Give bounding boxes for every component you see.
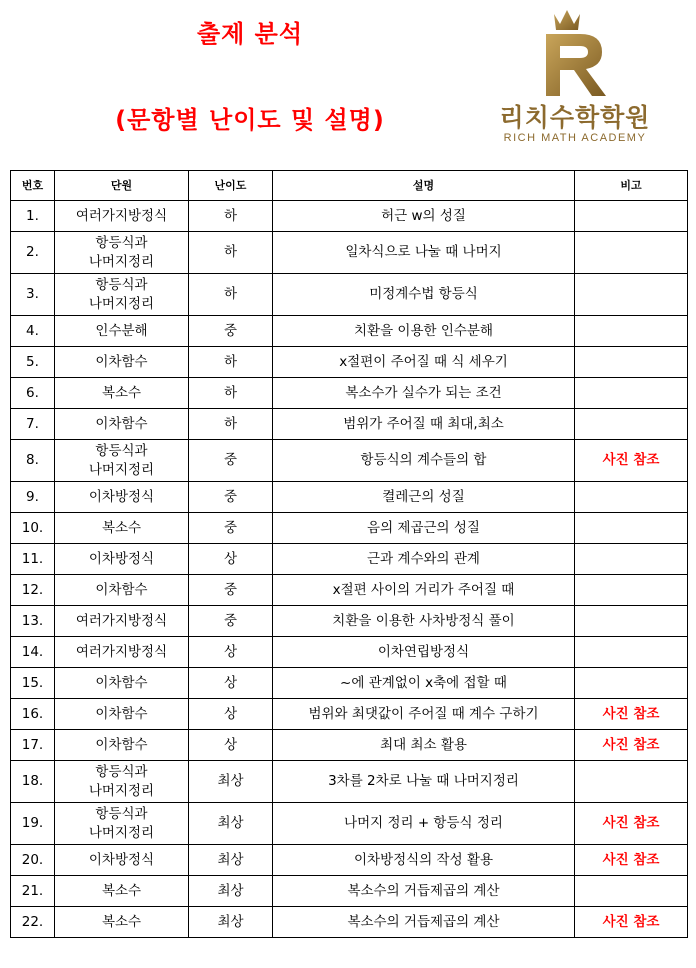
row-number: 8. — [11, 440, 55, 482]
row-unit: 이차함수 — [55, 347, 189, 378]
row-difficulty: 중 — [189, 440, 273, 482]
row-number: 7. — [11, 409, 55, 440]
row-difficulty: 중 — [189, 513, 273, 544]
table-row — [11, 201, 688, 232]
academy-logo — [490, 8, 660, 148]
col-header-difficulty: 난이도 — [189, 171, 273, 201]
table-row — [11, 575, 688, 606]
row-description: 복소수의 거듭제곱의 계산 — [273, 876, 575, 907]
row-description: 범위가 주어질 때 최대,최소 — [273, 409, 575, 440]
row-difficulty: 최상 — [189, 907, 273, 938]
table-row — [11, 668, 688, 699]
table-body — [11, 201, 688, 938]
row-note — [575, 637, 688, 668]
table-row — [11, 440, 688, 482]
row-note — [575, 513, 688, 544]
row-note — [575, 544, 688, 575]
row-note: 사진 참조 — [575, 803, 688, 845]
row-difficulty: 중 — [189, 575, 273, 606]
row-difficulty: 상 — [189, 637, 273, 668]
row-note — [575, 201, 688, 232]
row-description: ~에 관계없이 x축에 접할 때 — [273, 668, 575, 699]
col-header-unit: 단원 — [55, 171, 189, 201]
row-note — [575, 761, 688, 803]
table-row — [11, 544, 688, 575]
crown-r-logo-icon — [540, 8, 610, 100]
row-unit: 항등식과 나머지정리 — [55, 803, 189, 845]
row-note — [575, 668, 688, 699]
row-difficulty: 하 — [189, 201, 273, 232]
table-row — [11, 730, 688, 761]
row-difficulty: 중 — [189, 482, 273, 513]
row-number: 18. — [11, 761, 55, 803]
table-row — [11, 876, 688, 907]
row-description: 이차연립방정식 — [273, 637, 575, 668]
table-row — [11, 699, 688, 730]
row-number: 3. — [11, 274, 55, 316]
row-description: 항등식의 계수들의 합 — [273, 440, 575, 482]
table-header-row — [11, 171, 688, 201]
row-unit: 이차방정식 — [55, 845, 189, 876]
row-number: 20. — [11, 845, 55, 876]
row-difficulty: 상 — [189, 668, 273, 699]
row-number: 21. — [11, 876, 55, 907]
table-row — [11, 274, 688, 316]
row-description: 치환을 이용한 사차방정식 풀이 — [273, 606, 575, 637]
row-difficulty: 하 — [189, 274, 273, 316]
col-header-description: 설명 — [273, 171, 575, 201]
col-header-note: 비고 — [575, 171, 688, 201]
row-note — [575, 274, 688, 316]
row-number: 13. — [11, 606, 55, 637]
row-note — [575, 575, 688, 606]
row-number: 16. — [11, 699, 55, 730]
row-unit: 이차함수 — [55, 409, 189, 440]
table-row — [11, 232, 688, 274]
row-difficulty: 하 — [189, 232, 273, 274]
table-row — [11, 347, 688, 378]
row-unit: 이차방정식 — [55, 482, 189, 513]
row-description: 나머지 정리 + 항등식 정리 — [273, 803, 575, 845]
row-description: x절편 사이의 거리가 주어질 때 — [273, 575, 575, 606]
row-number: 6. — [11, 378, 55, 409]
row-number: 1. — [11, 201, 55, 232]
academy-english-name: RICH MATH ACADEMY — [503, 132, 647, 144]
row-unit: 여러가지방정식 — [55, 606, 189, 637]
row-difficulty: 최상 — [189, 876, 273, 907]
row-difficulty: 하 — [189, 409, 273, 440]
row-description: 최대 최소 활용 — [273, 730, 575, 761]
row-unit: 복소수 — [55, 876, 189, 907]
table-row — [11, 637, 688, 668]
row-unit: 이차함수 — [55, 730, 189, 761]
row-description: 음의 제곱근의 성질 — [273, 513, 575, 544]
row-number: 11. — [11, 544, 55, 575]
row-note: 사진 참조 — [575, 699, 688, 730]
table-row — [11, 378, 688, 409]
table-row — [11, 513, 688, 544]
row-note — [575, 409, 688, 440]
row-unit: 항등식과 나머지정리 — [55, 274, 189, 316]
row-note: 사진 참조 — [575, 730, 688, 761]
table-row — [11, 316, 688, 347]
row-description: 복소수의 거듭제곱의 계산 — [273, 907, 575, 938]
row-unit: 여러가지방정식 — [55, 201, 189, 232]
row-number: 19. — [11, 803, 55, 845]
row-description: 일차식으로 나눌 때 나머지 — [273, 232, 575, 274]
row-note — [575, 876, 688, 907]
row-description: 치환을 이용한 인수분해 — [273, 316, 575, 347]
table-row — [11, 803, 688, 845]
row-note — [575, 378, 688, 409]
question-analysis-table — [10, 170, 688, 938]
row-unit: 이차함수 — [55, 699, 189, 730]
row-note — [575, 347, 688, 378]
row-unit: 항등식과 나머지정리 — [55, 232, 189, 274]
row-note: 사진 참조 — [575, 907, 688, 938]
row-unit: 복소수 — [55, 513, 189, 544]
row-unit: 복소수 — [55, 378, 189, 409]
row-number: 15. — [11, 668, 55, 699]
row-difficulty: 상 — [189, 699, 273, 730]
page-title: 출제 분석 — [196, 20, 304, 48]
page-subtitle: (문항별 난이도 및 설명) — [115, 106, 385, 134]
row-unit: 항등식과 나머지정리 — [55, 761, 189, 803]
row-description: 켤레근의 성질 — [273, 482, 575, 513]
row-unit: 항등식과 나머지정리 — [55, 440, 189, 482]
row-number: 17. — [11, 730, 55, 761]
table-row — [11, 482, 688, 513]
row-note — [575, 606, 688, 637]
table-row — [11, 907, 688, 938]
table-row — [11, 606, 688, 637]
row-description: x절편이 주어질 때 식 세우기 — [273, 347, 575, 378]
table-row — [11, 409, 688, 440]
row-number: 14. — [11, 637, 55, 668]
row-number: 2. — [11, 232, 55, 274]
row-number: 10. — [11, 513, 55, 544]
row-unit: 여러가지방정식 — [55, 637, 189, 668]
row-number: 22. — [11, 907, 55, 938]
row-difficulty: 중 — [189, 606, 273, 637]
academy-name: 리치수학학원 — [499, 103, 651, 132]
row-difficulty: 중 — [189, 316, 273, 347]
table-row — [11, 761, 688, 803]
row-description: 3차를 2차로 나눌 때 나머지정리 — [273, 761, 575, 803]
row-unit: 이차함수 — [55, 575, 189, 606]
row-unit: 인수분해 — [55, 316, 189, 347]
row-description: 근과 계수와의 관계 — [273, 544, 575, 575]
row-difficulty: 최상 — [189, 761, 273, 803]
row-difficulty: 상 — [189, 730, 273, 761]
row-difficulty: 하 — [189, 378, 273, 409]
row-note: 사진 참조 — [575, 845, 688, 876]
row-difficulty: 최상 — [189, 803, 273, 845]
row-number: 9. — [11, 482, 55, 513]
row-difficulty: 최상 — [189, 845, 273, 876]
row-description: 이차방정식의 작성 활용 — [273, 845, 575, 876]
row-number: 5. — [11, 347, 55, 378]
row-difficulty: 하 — [189, 347, 273, 378]
row-difficulty: 상 — [189, 544, 273, 575]
row-description: 미정계수법 항등식 — [273, 274, 575, 316]
row-note — [575, 316, 688, 347]
row-number: 12. — [11, 575, 55, 606]
table-row — [11, 845, 688, 876]
row-note — [575, 482, 688, 513]
row-note — [575, 232, 688, 274]
row-note: 사진 참조 — [575, 440, 688, 482]
row-description: 범위와 최댓값이 주어질 때 계수 구하기 — [273, 699, 575, 730]
col-header-number: 번호 — [11, 171, 55, 201]
row-unit: 복소수 — [55, 907, 189, 938]
row-description: 복소수가 실수가 되는 조건 — [273, 378, 575, 409]
row-description: 허근 w의 성질 — [273, 201, 575, 232]
row-unit: 이차방정식 — [55, 544, 189, 575]
row-unit: 이차함수 — [55, 668, 189, 699]
row-number: 4. — [11, 316, 55, 347]
